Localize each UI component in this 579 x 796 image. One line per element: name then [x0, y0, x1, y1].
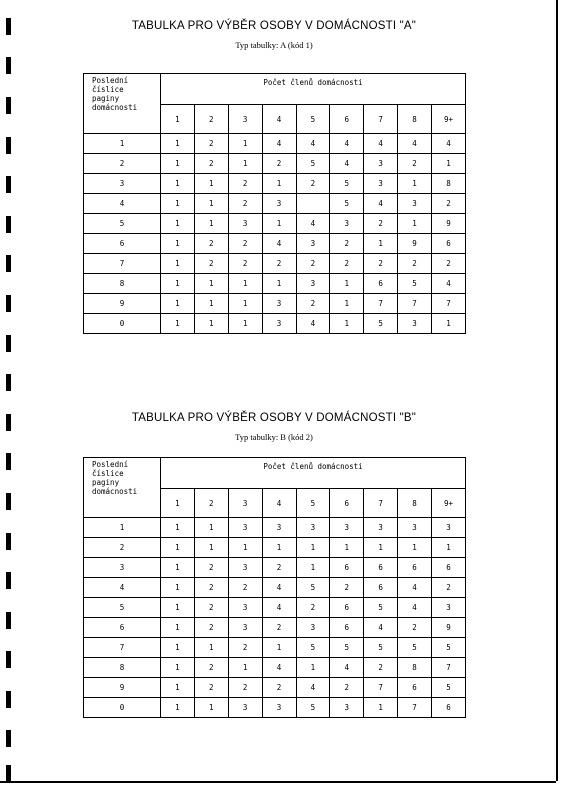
table-cell: 6: [330, 558, 364, 578]
table-cell: 3: [262, 194, 296, 214]
table-cell: 1: [228, 658, 262, 678]
table-cell: 2: [330, 234, 364, 254]
row-digit: 4: [84, 194, 161, 214]
table-cell: 2: [398, 154, 432, 174]
table-cell: 1: [432, 538, 466, 558]
header-line: číslice: [92, 469, 124, 478]
row-digit: 9: [84, 678, 161, 698]
table-row: [84, 174, 466, 194]
header-line: domácnosti: [92, 487, 138, 496]
table-row: [84, 314, 466, 334]
table-cell: 5: [296, 154, 330, 174]
column-header: 9+: [432, 105, 466, 134]
table-cell: 1: [296, 658, 330, 678]
table-row: [84, 578, 466, 598]
table-cell: 4: [296, 214, 330, 234]
header-line: paginy: [92, 94, 120, 103]
column-header: 5: [296, 489, 330, 518]
table-cell: 1: [161, 254, 195, 274]
table-row: [84, 134, 466, 154]
column-header: 7: [364, 489, 398, 518]
table-cell: 1: [262, 214, 296, 234]
table-cell: 1: [161, 518, 195, 538]
binding-mark: [6, 374, 11, 391]
table-row: [84, 658, 466, 678]
table-cell: 2: [194, 658, 228, 678]
row-header-label: [84, 74, 161, 134]
table-cell: [296, 194, 330, 214]
table-cell: 1: [432, 314, 466, 334]
table-cell: 1: [194, 518, 228, 538]
table-cell: 1: [228, 134, 262, 154]
table-cell: 1: [194, 698, 228, 718]
table-cell: 5: [296, 638, 330, 658]
binding-mark: [6, 691, 11, 708]
binding-mark: [6, 335, 11, 352]
row-digit: 8: [84, 274, 161, 294]
header-line: Poslední: [92, 460, 129, 469]
column-header: 2: [194, 489, 228, 518]
table-row: [84, 558, 466, 578]
table-cell: 3: [262, 698, 296, 718]
binding-mark: [6, 533, 11, 550]
binding-mark: [6, 651, 11, 668]
row-digit: 5: [84, 598, 161, 618]
column-header: 1: [161, 105, 195, 134]
column-header: 4: [262, 105, 296, 134]
table-cell: 2: [262, 558, 296, 578]
binding-mark: [6, 216, 11, 233]
table-cell: 1: [161, 638, 195, 658]
table-cell: 5: [330, 638, 364, 658]
table-cell: 3: [296, 518, 330, 538]
row-header-label: [84, 458, 161, 518]
row-digit: 5: [84, 214, 161, 234]
table-cell: 3: [228, 618, 262, 638]
row-digit: 7: [84, 254, 161, 274]
table-cell: 3: [330, 518, 364, 538]
table-cell: 3: [432, 598, 466, 618]
table-cell: 5: [432, 638, 466, 658]
table-cell: 6: [432, 698, 466, 718]
table-cell: 1: [262, 538, 296, 558]
column-header: 9+: [432, 489, 466, 518]
page-edge-right: [556, 0, 558, 796]
table-cell: 4: [330, 154, 364, 174]
binding-mark: [6, 612, 11, 629]
table-cell: 1: [194, 538, 228, 558]
table-cell: 2: [398, 618, 432, 638]
table-cell: 3: [262, 518, 296, 538]
table-cell: 4: [296, 314, 330, 334]
table-cell: 1: [228, 538, 262, 558]
table-cell: 2: [194, 678, 228, 698]
selection-table-b: [83, 457, 466, 718]
column-header: 3: [228, 105, 262, 134]
table-cell: 2: [432, 254, 466, 274]
table-cell: 7: [398, 698, 432, 718]
column-header: 8: [398, 105, 432, 134]
table-cell: 5: [330, 194, 364, 214]
table-cell: 1: [161, 174, 195, 194]
table-row: [84, 638, 466, 658]
table-cell: 1: [194, 194, 228, 214]
table-row: [84, 598, 466, 618]
table-cell: 4: [262, 578, 296, 598]
table-cell: 2: [330, 578, 364, 598]
page-edge-bottom: [0, 781, 579, 783]
table-cell: 1: [330, 538, 364, 558]
table-cell: 1: [161, 538, 195, 558]
table-cell: 1: [398, 174, 432, 194]
table-row: [84, 518, 466, 538]
table-cell: 1: [364, 234, 398, 254]
table-cell: 6: [364, 558, 398, 578]
table-cell: 3: [228, 558, 262, 578]
header-line: číslice: [92, 85, 124, 94]
binding-mark: [6, 295, 11, 312]
table-cell: 5: [296, 698, 330, 718]
page-corner: [556, 781, 579, 796]
binding-mark: [6, 255, 11, 272]
row-digit: 3: [84, 558, 161, 578]
header-line: Poslední: [92, 76, 129, 85]
table-cell: 1: [330, 294, 364, 314]
table-row: [84, 214, 466, 234]
table-cell: 1: [228, 314, 262, 334]
table-cell: 2: [194, 154, 228, 174]
table-cell: 1: [161, 274, 195, 294]
selection-table-a: [83, 73, 466, 334]
table-cell: 5: [364, 638, 398, 658]
column-header: 4: [262, 489, 296, 518]
table-cell: 5: [364, 314, 398, 334]
column-header: 2: [194, 105, 228, 134]
column-header: 5: [296, 105, 330, 134]
table-cell: 1: [161, 214, 195, 234]
row-digit: 0: [84, 314, 161, 334]
table-cell: 1: [194, 294, 228, 314]
table-cell: 5: [296, 578, 330, 598]
table-cell: 4: [432, 274, 466, 294]
row-digit: 9: [84, 294, 161, 314]
column-header: 6: [330, 105, 364, 134]
table-cell: 1: [296, 558, 330, 578]
table-cell: 3: [228, 214, 262, 234]
table-cell: 3: [398, 314, 432, 334]
binding-mark: [6, 572, 11, 589]
column-header: 3: [228, 489, 262, 518]
table-cell: 1: [296, 538, 330, 558]
table-cell: 2: [228, 194, 262, 214]
table-cell: 1: [364, 538, 398, 558]
table-cell: 2: [228, 678, 262, 698]
table-row: [84, 274, 466, 294]
binding-mark: [6, 765, 11, 782]
binding-marks: [0, 0, 20, 796]
table-cell: 3: [432, 518, 466, 538]
table-cell: 6: [398, 558, 432, 578]
table-row: [84, 194, 466, 214]
table-cell: 2: [228, 234, 262, 254]
table-b-subtitle: Typ tabulky: B (kód 2): [235, 432, 313, 442]
table-cell: 1: [194, 638, 228, 658]
binding-mark: [6, 137, 11, 154]
table-cell: 2: [296, 254, 330, 274]
table-cell: 2: [194, 254, 228, 274]
table-cell: 4: [330, 134, 364, 154]
table-cell: 3: [296, 234, 330, 254]
column-header: 1: [161, 489, 195, 518]
table-cell: 3: [228, 698, 262, 718]
table-cell: 3: [330, 214, 364, 234]
table-cell: 2: [432, 194, 466, 214]
table-cell: 2: [296, 598, 330, 618]
table-cell: 4: [398, 578, 432, 598]
row-digit: 7: [84, 638, 161, 658]
table-row: [84, 254, 466, 274]
binding-mark: [6, 730, 11, 747]
binding-mark: [6, 57, 11, 74]
binding-mark: [6, 453, 11, 470]
table-cell: 5: [330, 174, 364, 194]
row-digit: 3: [84, 174, 161, 194]
table-cell: 3: [262, 314, 296, 334]
row-digit: 2: [84, 538, 161, 558]
table-cell: 1: [262, 274, 296, 294]
table-cell: 5: [364, 598, 398, 618]
row-digit: 4: [84, 578, 161, 598]
table-cell: 2: [262, 678, 296, 698]
table-cell: 2: [194, 618, 228, 638]
table-cell: 3: [296, 274, 330, 294]
table-row: [84, 678, 466, 698]
table-cell: 3: [364, 518, 398, 538]
table-cell: 1: [194, 214, 228, 234]
table-cell: 2: [330, 678, 364, 698]
table-cell: 3: [262, 294, 296, 314]
table-cell: 1: [330, 314, 364, 334]
household-size-header: Počet členů domácnosti: [161, 458, 466, 489]
table-cell: 5: [398, 638, 432, 658]
table-cell: 3: [296, 618, 330, 638]
table-cell: 4: [330, 658, 364, 678]
table-cell: 1: [161, 194, 195, 214]
table-cell: 2: [228, 174, 262, 194]
table-cell: 3: [398, 194, 432, 214]
table-b-title: TABULKA PRO VÝBĚR OSOBY V DOMÁCNOSTI "B": [131, 412, 417, 424]
table-cell: 6: [398, 678, 432, 698]
table-a-title: TABULKA PRO VÝBĚR OSOBY V DOMÁCNOSTI "A": [131, 20, 417, 32]
header-line: paginy: [92, 478, 120, 487]
table-cell: 2: [194, 598, 228, 618]
table-cell: 4: [432, 134, 466, 154]
table-cell: 4: [398, 598, 432, 618]
table-cell: 7: [398, 294, 432, 314]
table-cell: 1: [330, 274, 364, 294]
table-row: [84, 538, 466, 558]
binding-mark: [6, 176, 11, 193]
table-cell: 3: [228, 518, 262, 538]
table-cell: 2: [364, 658, 398, 678]
table-cell: 1: [161, 134, 195, 154]
table-cell: 3: [228, 598, 262, 618]
table-cell: 4: [364, 134, 398, 154]
row-digit: 1: [84, 518, 161, 538]
table-row: [84, 618, 466, 638]
header-line: domácnosti: [92, 103, 138, 112]
table-cell: 1: [228, 154, 262, 174]
table-cell: 4: [262, 234, 296, 254]
table-cell: 6: [432, 234, 466, 254]
table-cell: 1: [161, 294, 195, 314]
table-cell: 2: [364, 254, 398, 274]
table-cell: 1: [364, 698, 398, 718]
table-cell: 2: [364, 214, 398, 234]
table-cell: 2: [330, 254, 364, 274]
table-cell: 7: [364, 678, 398, 698]
table-cell: 4: [296, 678, 330, 698]
table-cell: 1: [161, 618, 195, 638]
table-cell: 2: [296, 174, 330, 194]
table-cell: 1: [194, 274, 228, 294]
table-cell: 1: [262, 638, 296, 658]
table-row: [84, 698, 466, 718]
table-cell: 7: [364, 294, 398, 314]
table-cell: 1: [194, 174, 228, 194]
row-digit: 2: [84, 154, 161, 174]
household-size-header: Počet členů domácnosti: [161, 74, 466, 105]
table-cell: 2: [262, 618, 296, 638]
table-cell: 3: [364, 154, 398, 174]
table-cell: 3: [398, 518, 432, 538]
table-row: [84, 154, 466, 174]
table-cell: 9: [432, 618, 466, 638]
table-cell: 4: [262, 134, 296, 154]
table-row: [84, 234, 466, 254]
table-cell: 3: [364, 174, 398, 194]
table-row: [84, 294, 466, 314]
table-cell: 2: [194, 578, 228, 598]
table-cell: 2: [194, 134, 228, 154]
table-cell: 4: [296, 134, 330, 154]
column-header: 7: [364, 105, 398, 134]
table-cell: 4: [262, 598, 296, 618]
table-cell: 1: [398, 538, 432, 558]
table-cell: 6: [330, 618, 364, 638]
table-cell: 2: [398, 254, 432, 274]
table-cell: 1: [161, 314, 195, 334]
table-cell: 3: [330, 698, 364, 718]
table-cell: 4: [398, 134, 432, 154]
table-cell: 1: [161, 658, 195, 678]
row-digit: 0: [84, 698, 161, 718]
row-digit: 6: [84, 618, 161, 638]
table-cell: 1: [228, 294, 262, 314]
binding-mark: [6, 97, 11, 114]
table-cell: 1: [161, 698, 195, 718]
table-cell: 6: [330, 598, 364, 618]
table-cell: 5: [398, 274, 432, 294]
row-digit: 1: [84, 134, 161, 154]
table-cell: 8: [432, 174, 466, 194]
table-cell: 4: [364, 618, 398, 638]
table-cell: 2: [228, 578, 262, 598]
table-cell: 1: [398, 214, 432, 234]
table-cell: 1: [161, 558, 195, 578]
binding-mark: [6, 493, 11, 510]
table-cell: 1: [161, 234, 195, 254]
table-cell: 2: [228, 638, 262, 658]
table-cell: 7: [432, 294, 466, 314]
row-digit: 8: [84, 658, 161, 678]
table-cell: 2: [296, 294, 330, 314]
table-cell: 9: [398, 234, 432, 254]
table-cell: 4: [262, 658, 296, 678]
table-cell: 1: [161, 154, 195, 174]
table-cell: 2: [194, 558, 228, 578]
table-cell: 2: [262, 254, 296, 274]
row-digit: 6: [84, 234, 161, 254]
table-cell: 9: [432, 214, 466, 234]
table-cell: 2: [228, 254, 262, 274]
table-cell: 6: [364, 578, 398, 598]
table-cell: 1: [161, 678, 195, 698]
table-cell: 6: [432, 558, 466, 578]
table-cell: 1: [161, 578, 195, 598]
table-cell: 8: [398, 658, 432, 678]
table-cell: 2: [432, 578, 466, 598]
table-cell: 2: [194, 234, 228, 254]
table-cell: 1: [262, 174, 296, 194]
column-header: 8: [398, 489, 432, 518]
table-a-subtitle: Typ tabulky: A (kód 1): [235, 40, 313, 50]
table-cell: 1: [432, 154, 466, 174]
table-cell: 6: [364, 274, 398, 294]
table-cell: 4: [364, 194, 398, 214]
table-cell: 7: [432, 658, 466, 678]
column-header: 6: [330, 489, 364, 518]
table-cell: 1: [161, 598, 195, 618]
table-cell: 1: [228, 274, 262, 294]
table-cell: 2: [262, 154, 296, 174]
table-cell: 1: [194, 314, 228, 334]
table-cell: 5: [432, 678, 466, 698]
